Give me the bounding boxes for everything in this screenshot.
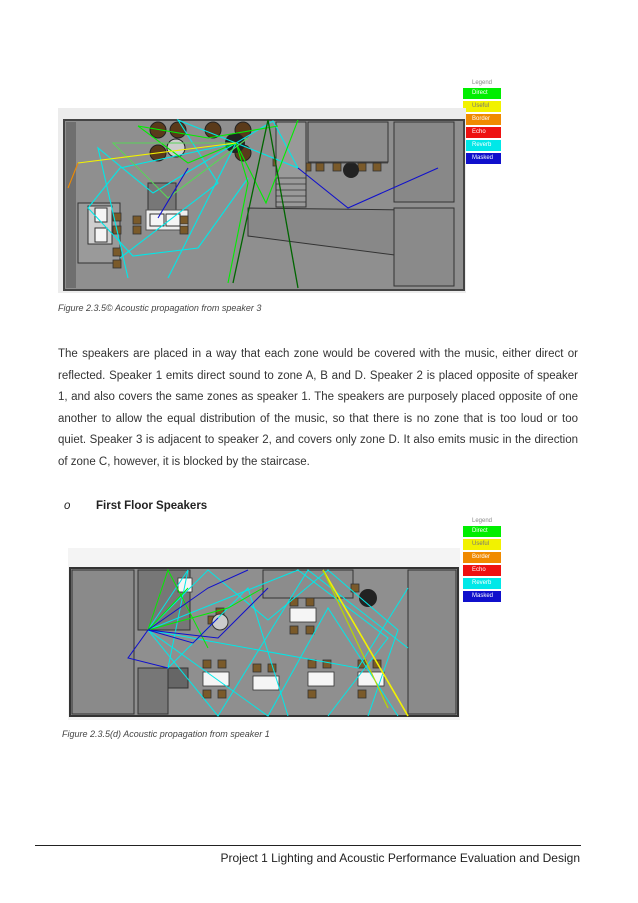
figure-caption-1: Figure 2.3.5© Acoustic propagation from speaker 3: [58, 303, 262, 313]
footer-text: Project 1 Lighting and Acoustic Performance Evaluation and Design: [220, 851, 580, 865]
legend-item-masked: Masked: [463, 591, 501, 602]
legend-item-direct: Direct: [463, 526, 501, 537]
figure-caption-2: Figure 2.3.5(d) Acoustic propagation from speaker 1: [62, 729, 270, 739]
legend-item-echo: Echo: [463, 127, 501, 138]
section-title: First Floor Speakers: [96, 500, 208, 512]
legend-top: [463, 78, 501, 166]
legend-item-border: Border: [463, 552, 501, 563]
floor-plan-speaker-1: [68, 548, 460, 720]
legend-item-useful: Useful: [463, 539, 501, 550]
legend-title: Legend: [471, 80, 493, 86]
legend-item-reverb: Reverb: [463, 578, 501, 589]
legend-item-masked: Masked: [463, 153, 501, 164]
footer-divider: [35, 845, 581, 846]
legend-item-direct: Direct: [463, 88, 501, 99]
legend-item-reverb: Reverb: [463, 140, 501, 151]
section-bullet: o: [64, 500, 71, 512]
legend-item-useful: Useful: [463, 101, 501, 112]
legend-title: Legend: [471, 518, 493, 524]
legend-item-echo: Echo: [463, 565, 501, 576]
legend-bottom: [463, 516, 501, 604]
legend-item-border: Border: [463, 114, 501, 125]
floor-plan-speaker-3: [58, 108, 466, 293]
body-paragraph: The speakers are placed in a way that each zone would be covered with the music, either direct or reflected. Speaker 1 emits direct sound to zone A, B and D. Speaker 2 is placed opposite of speaker 1, and also covers the same zones as speaker 1. The speakers are purposely placed opposite of one another to allow the equal distribution of the music, so that there is no zone that is too loud or too quiet. Speaker 3 is adjacent to speaker 2, and covers only zone D. It also emits music in the direction of zone C, however, it is blocked by the staircase.: [58, 348, 578, 468]
